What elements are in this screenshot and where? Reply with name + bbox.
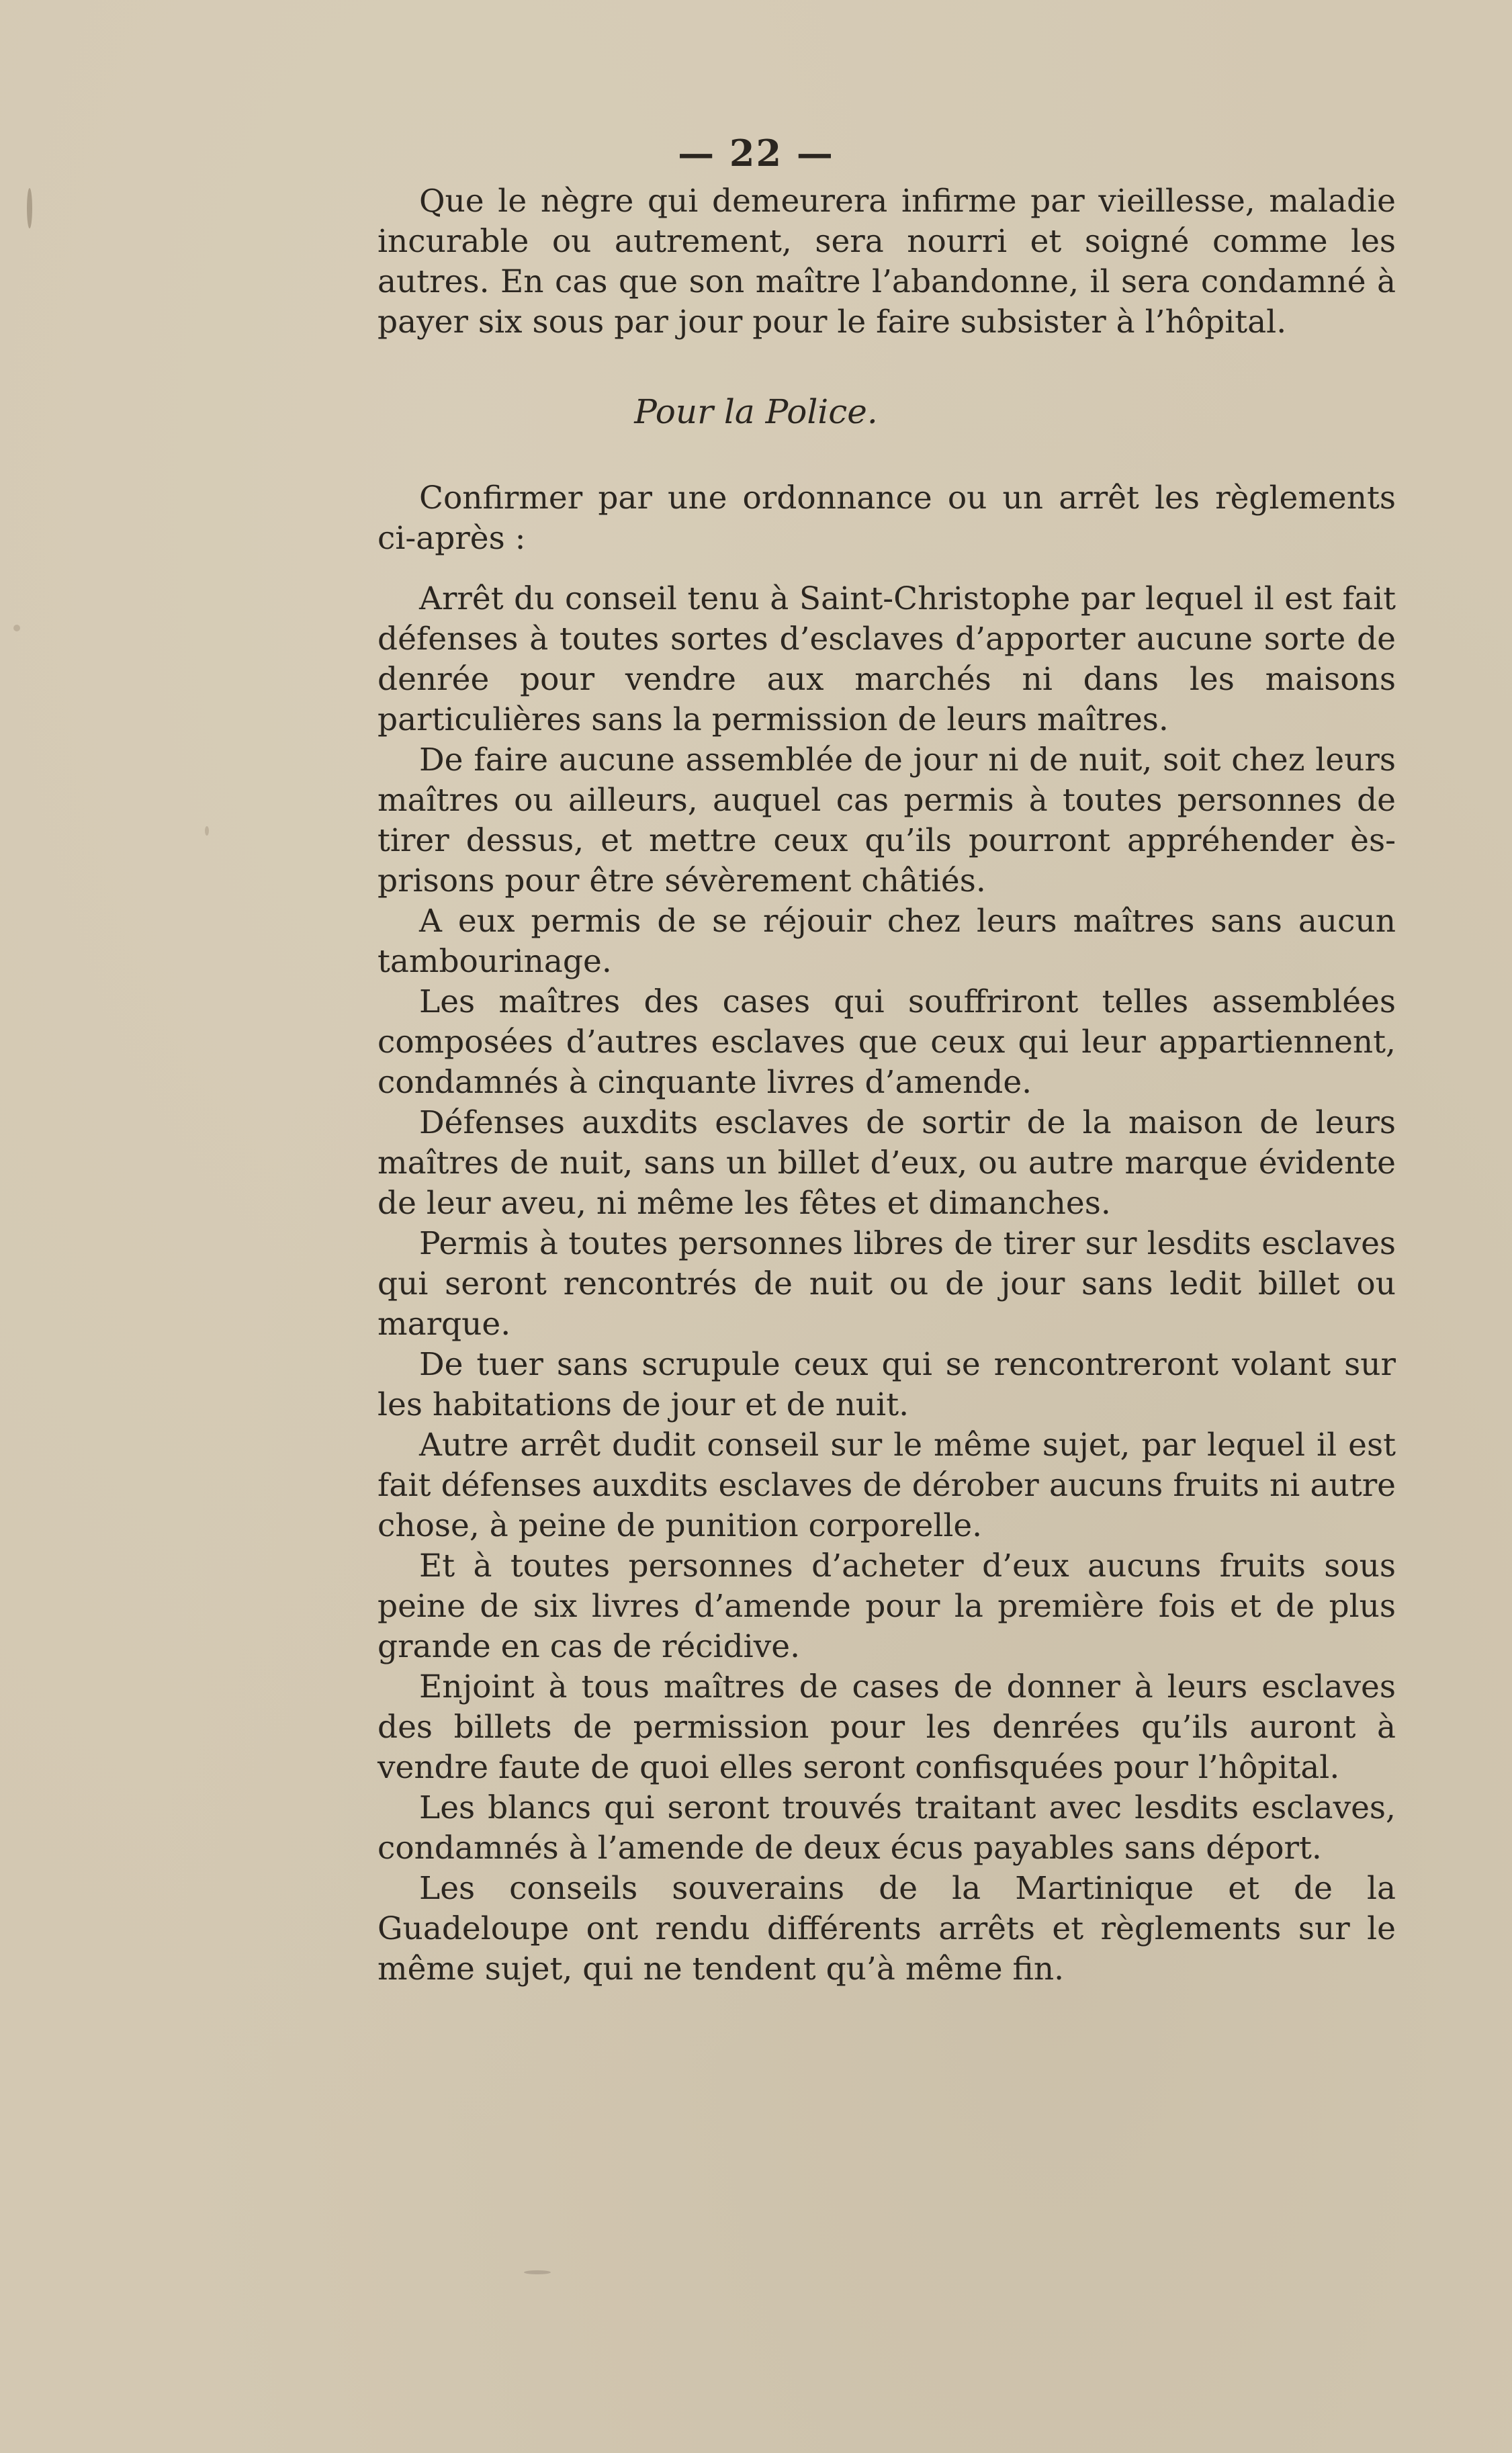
paper-stain <box>27 188 32 228</box>
paragraph: Et à toutes personnes d’acheter d’eux aucuns fruits sous peine de six livres d’amende pour la première fois et de plus grande en cas de récidive. <box>377 1548 1396 1665</box>
body-paragraphs <box>377 478 1396 1990</box>
paragraph: Les conseils souverains de la Martinique et de la Guadeloupe ont rendu différents arrêts et règlements sur le même sujet, qui ne tendent qu’à même fin. <box>377 1870 1396 1988</box>
section-heading: Pour la Police. <box>634 392 878 431</box>
paper-stain <box>524 2270 551 2274</box>
paragraph: Arrêt du conseil tenu à Saint-Christophe par lequel il est fait défenses à toutes sortes d’esclaves d’apporter aucune sorte de denrée pour vendre aux marchés ni dans les maisons particulières sans la permission de leurs maîtres. <box>377 580 1396 738</box>
opening-paragraph: Que le nègre qui demeurera infirme par vieillesse, maladie incurable ou autrement, sera nourri et soigné comme les autres. En cas que son maître l’abandonne, il sera condamné à payer six sous par jour pour le faire subsister à l’hôpital. <box>377 183 1396 341</box>
paper-stain <box>205 826 209 836</box>
paragraph: Permis à toutes personnes libres de tirer sur lesdits esclaves qui seront rencontrés de nuit ou de jour sans ledit billet ou marque. <box>377 1225 1396 1343</box>
page-number: — 22 — <box>678 132 834 175</box>
paragraph: De tuer sans scrupule ceux qui se rencontreront volant sur les habitations de jour et de nuit. <box>377 1346 1396 1423</box>
paragraph: Défenses auxdits esclaves de sortir de la maison de leurs maîtres de nuit, sans un billet d’eux, ou autre marque évidente de leur aveu, ni même les fêtes et dimanches. <box>377 1104 1396 1222</box>
paragraph: De faire aucune assemblée de jour ni de nuit, soit chez leurs maîtres ou ailleurs, auquel cas permis à toutes personnes de tirer dessus, et mettre ceux qu’ils pourront appréhender ès-prisons pour être sévèrement châtiés. <box>377 742 1396 899</box>
paragraph: Les maîtres des cases qui souffriront telles assemblées composées d’autres esclaves que ceux qui leur appartiennent, condamnés à cinquante livres d’amende. <box>377 983 1396 1101</box>
paragraph-intro: Confirmer par une ordonnance ou un arrêt les règlements ci-après : <box>377 480 1396 557</box>
opening-paragraph-block <box>377 181 1396 343</box>
paragraph: Enjoint à tous maîtres de cases de donner à leurs esclaves des billets de permission pour les denrées qu’ils auront à vendre faute de quoi elles seront confisquées pour l’hôpital. <box>377 1668 1396 1786</box>
paragraph: Les blancs qui seront trouvés traitant avec lesdits esclaves, condamnés à l’amende de deux écus payables sans déport. <box>377 1789 1396 1867</box>
paragraph: A eux permis de se réjouir chez leurs maîtres sans aucun tambourinage. <box>377 903 1396 980</box>
paragraph: Autre arrêt dudit conseil sur le même sujet, par lequel il est fait défenses auxdits esclaves de dérober aucuns fruits ni autre chose, à peine de punition corporelle. <box>377 1427 1396 1544</box>
paper-stain <box>13 625 20 631</box>
